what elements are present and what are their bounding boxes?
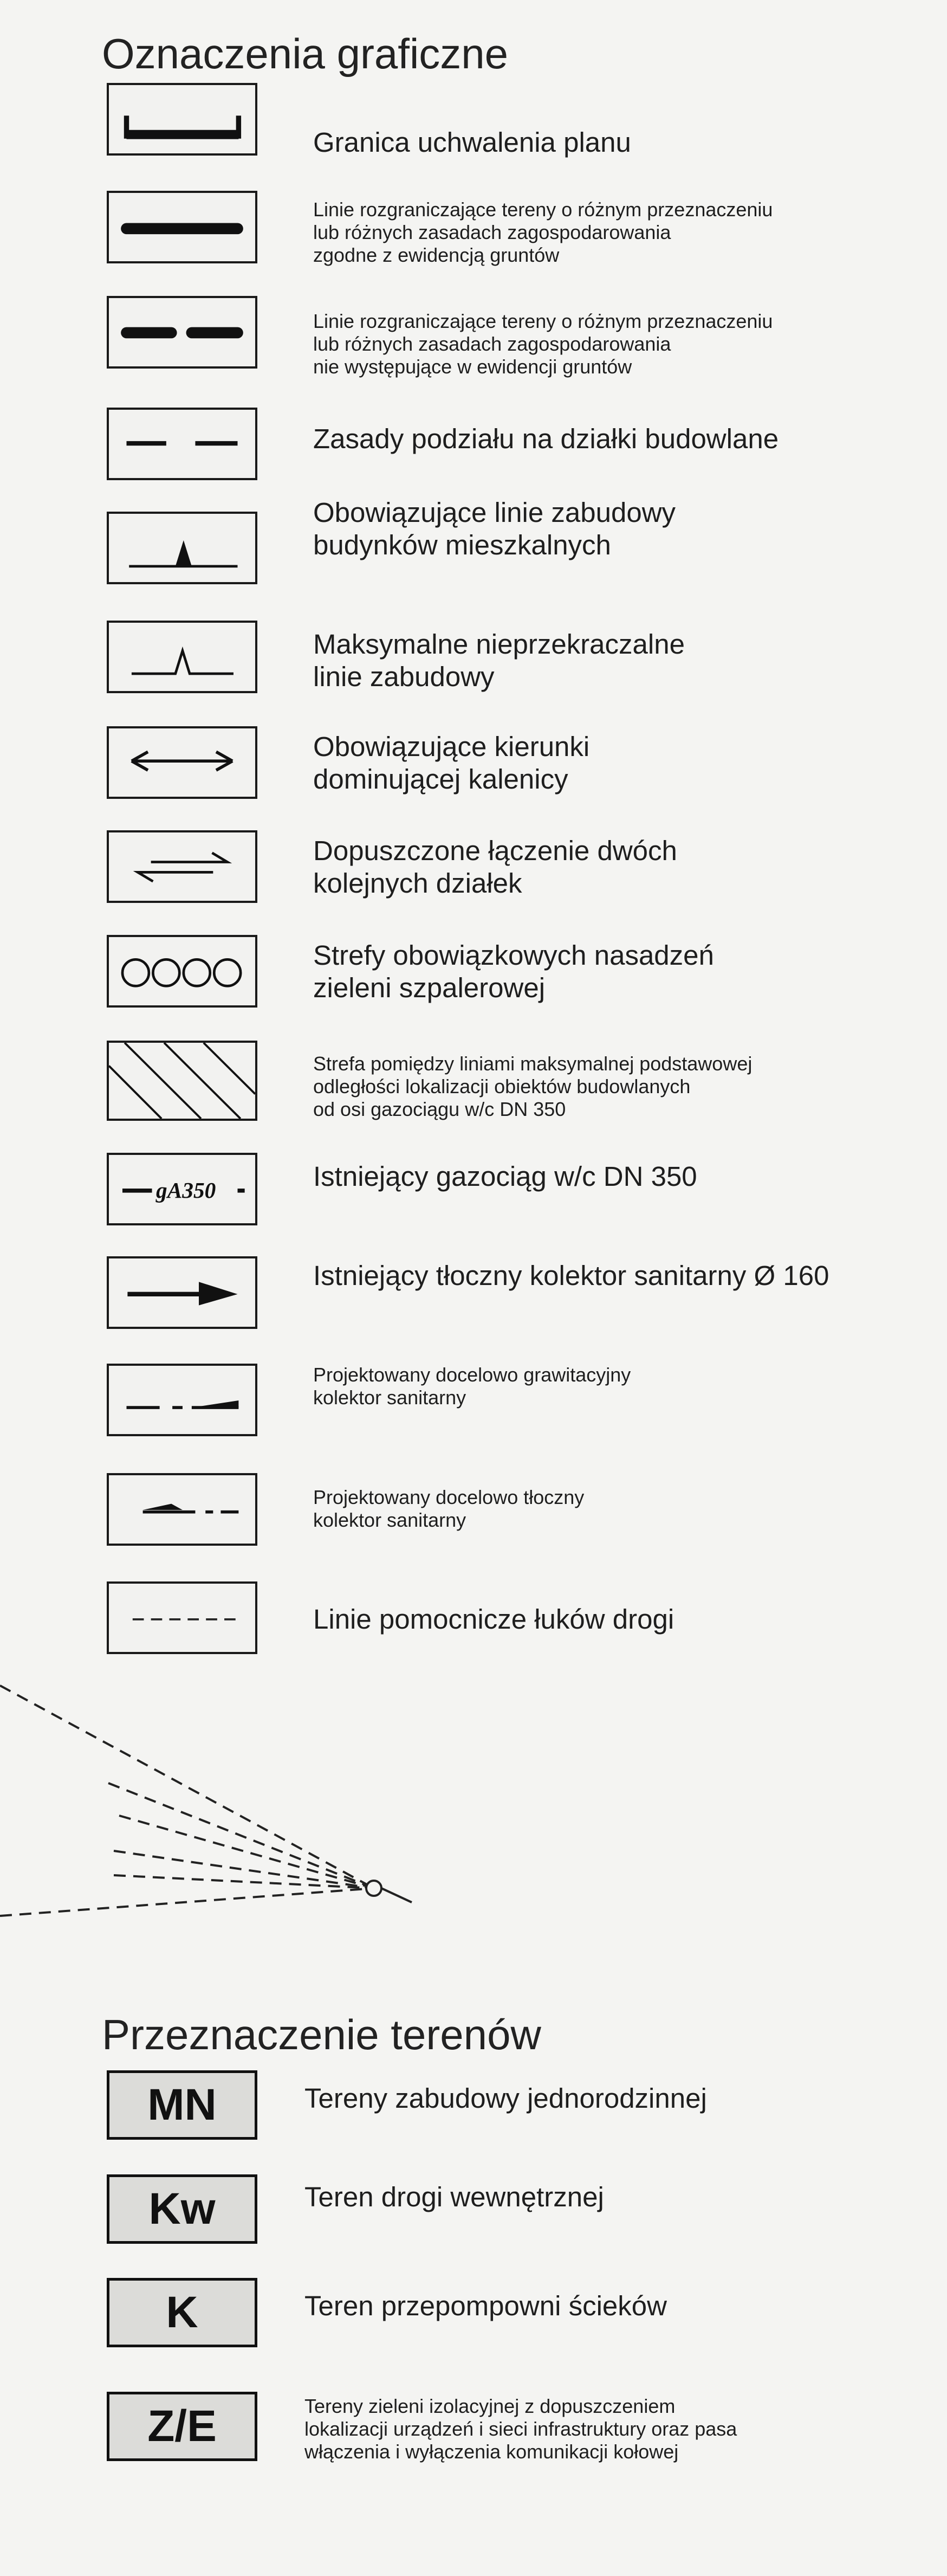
legend-title-land-use: Przeznaczenie terenów xyxy=(102,2011,541,2058)
legend-label-line: Strefa pomiędzy liniami maksymalnej podstawowej xyxy=(313,1053,753,1075)
solid-thick-line-symbol xyxy=(107,191,257,263)
legend-label-line: Strefy obowiązkowych nasadzeń xyxy=(313,940,714,971)
legend-title-graphic: Oznaczenia graficzne xyxy=(102,30,509,78)
legend-label-line: Linie pomocnicze łuków drogi xyxy=(313,1604,674,1635)
legend-label-line: Dopuszczone łączenie dwóch xyxy=(313,835,677,866)
legend-label-line: od osi gazociągu w/c DN 350 xyxy=(313,1098,566,1120)
legend-label-line: Tereny zieleni izolacyjnej z dopuszczeniem xyxy=(304,2395,676,2417)
legend-label-line: kolektor sanitarny xyxy=(313,1386,466,1409)
legend-label-line: Tereny zabudowy jednorodzinnej xyxy=(304,2083,707,2114)
dashed-line-symbol xyxy=(107,408,257,480)
legend-label-line: lokalizacji urządzeń i sieci infrastruktury oraz pasa xyxy=(304,2418,737,2440)
legend-label-line: Maksymalne nieprzekraczalne xyxy=(313,629,685,660)
circles-row-symbol xyxy=(107,935,257,1008)
legend-label-line: zgodne z ewidencją gruntów xyxy=(313,244,560,266)
legend-label-line: Obowiązujące kierunki xyxy=(313,731,590,762)
legend-label-line: Istniejący gazociąg w/c DN 350 xyxy=(313,1161,697,1192)
road-arc-fan-illustration xyxy=(0,1637,444,1940)
legend-label-line: Obowiązujące linie zabudowy xyxy=(313,497,676,528)
legend-label-line: dominującej kalenicy xyxy=(313,764,568,795)
filled-arrow-symbol xyxy=(107,1256,257,1329)
plan-boundary-symbol xyxy=(107,83,257,156)
legend-label-line: nie występujące w ewidencji gruntów xyxy=(313,356,632,378)
legend-label-line: Linie rozgraniczające tereny o różnym przeznaczeniu xyxy=(313,198,773,221)
half-arrows-symbol xyxy=(107,830,257,903)
legend-label-line: linie zabudowy xyxy=(313,661,495,692)
legend-label-line: lub różnych zasadach zagospodarowania xyxy=(313,221,671,243)
hatched-zone-symbol xyxy=(107,1041,257,1121)
max-building-line-symbol xyxy=(107,621,257,693)
legend-label-line: Teren przepompowni ścieków xyxy=(304,2290,667,2321)
legend-label-line: Granica uchwalenia planu xyxy=(313,127,631,158)
land-code-badge: MN xyxy=(107,2070,257,2140)
legend-label-line: lub różnych zasadach zagospodarowania xyxy=(313,333,671,355)
dashed-thick-line-symbol xyxy=(107,296,257,369)
legend-label-line: odległości lokalizacji obiektów budowlanych xyxy=(313,1075,691,1097)
legend-label-line: kolektor sanitarny xyxy=(313,1509,466,1531)
gas-pipeline-symbol xyxy=(107,1153,257,1225)
legend-label-line: Teren drogi wewnętrznej xyxy=(304,2181,604,2212)
pressure-sewer-symbol xyxy=(107,1473,257,1546)
legend-label-line: Istniejący tłoczny kolektor sanitarny Ø 160 xyxy=(313,1260,829,1291)
legend-label-line: kolejnych działek xyxy=(313,868,522,899)
legend-label-line: zieleni szpalerowej xyxy=(313,972,546,1003)
land-code-badge: Z/E xyxy=(107,2392,257,2461)
double-arrow-symbol xyxy=(107,726,257,799)
legend-label-line: Linie rozgraniczające tereny o różnym przeznaczeniu xyxy=(313,310,773,332)
land-code-badge: K xyxy=(107,2278,257,2347)
legend-label-line: Projektowany docelowo grawitacyjny xyxy=(313,1364,631,1386)
gas-pipeline-code: gA350 xyxy=(156,1177,216,1203)
legend-label-line: włączenia i wyłączenia komunikacji kołowej xyxy=(304,2441,679,2463)
legend-label-line: Zasady podziału na działki budowlane xyxy=(313,423,779,454)
land-code-badge: Kw xyxy=(107,2174,257,2244)
gravity-sewer-symbol xyxy=(107,1364,257,1436)
mandatory-building-line-symbol xyxy=(107,512,257,584)
legend-label-line: budynków mieszkalnych xyxy=(313,530,611,560)
legend-label-line: Projektowany docelowo tłoczny xyxy=(313,1486,585,1508)
